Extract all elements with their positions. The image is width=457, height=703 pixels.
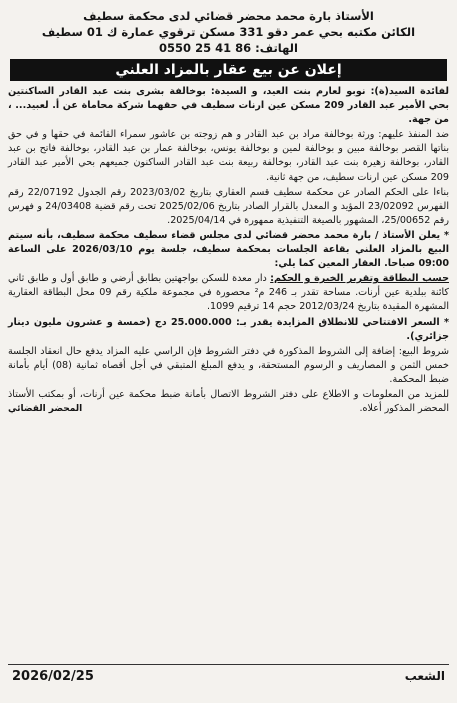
paragraph-beneficiaries: لفائدة السيد(ة): نوبو لعارم بنت العيد، و السيدة: بوخالفة بشرى بنت عبد القادر الساكنتين بحي الأمير عبد القادر 209 مسكن عين ارنات سطيف في حقهما شركة محاماة عن أ. لعبيد... ، من جهة. (8, 86, 449, 126)
property-description: دار معدة للسكن بواجهتين بطابق أرضي و طابق أول و طابق ثاني كائنة ببلدية عين أرنات. مساحة تقدر بـ 246 م² محصورة في مجموعة ملكية رقم 09 محل البطاقة العقارية المشهرة المقيدة بتاريخ 2012/03/24 حجم 14 ترقيم 1099. (8, 273, 449, 313)
newspaper-name: الشعب (404, 669, 445, 683)
signature: المحضر القضائي (8, 404, 83, 415)
property-heading: حسب البطاقة وتقرير الخبرة و الحكم: (270, 273, 449, 285)
more-info-text: للمزيد من المعلومات و الاطلاع على دفتر الشروط الاتصال بأمانة ضبط محكمة عين أرنات، أو بمكتب الأستاذ المحضر المذكور أعلاه. (8, 388, 449, 415)
paragraph-debtors: ضد المنفذ عليهم: ورثة بوخالفة مراد بن عبد القادر و هم زوجته بن عاشور سمراء القائمة في حقها و في حق بناتها القصر بوخالفة مبين و بوخالفة لمين و بوخالفة يونس، بوخالفة عمار بن عبد القادر، بوخالفة فاتح بن عبد القادر، بوخالفة زهيرة بنت عبد القادر، بوخالفة ربيعة بنت عبد القادر الساكنون جميعهم بحي الأمير عبد القادر 209 مسكن عين ارنات سطيف، من جهة ثانية. (8, 129, 449, 183)
paragraph-property (8, 272, 449, 314)
bailiff-name-line: الأستاذ بارة محمد محضر قضائي لدى محكمة سطيف (83, 9, 374, 23)
publication-date: 2026/02/25 (12, 668, 94, 684)
announcement-page (8, 8, 449, 687)
paragraph-opening-price: * السعر الافتتاحي للانطلاق المزايدة يقدر بـ: 25.000.000 دج (خمسة و عشرون مليون دينار جزائري). (8, 316, 449, 342)
paragraph-judgment: بناءا على الحكم الصادر عن محكمة سطيف قسم العقاري بتاريخ 2023/03/02 رقم الجدول 22/07192 رقم الفهرس 23/02092 المؤيد و المعدل بالقرار الصادر بتاريخ 2025/02/06 تحت رقم قضية 24/03408 و فهرس رقم 25/00652، المشهور بالصيغة التنفيذية ممهورة في 2025/04/14. (8, 186, 450, 226)
paragraph-sale-notice: * يعلن الأستاذ / بارة محمد محضر قضائي لدى مجلس قضاء سطيف محكمة سطيف، بأنه سيتم البيع بالمزاد العلني بقاعة الجلسات بمحكمة سطيف، جلسة يوم 2026/03/10 على الساعة 09:00 صباحا. العقار المعين كما يلي: (8, 229, 449, 270)
bailiff-header (8, 8, 449, 56)
announcement-body (8, 85, 449, 416)
bailiff-phone-line: الهاتف: 86 41 25 0550 (159, 41, 298, 55)
newspaper-footer (8, 664, 449, 687)
paragraph-conditions: شروط البيع: إضافة إلى الشروط المذكورة في دفتر الشروط فإن الراسي عليه المزاد يدفع حال انعقاد الجلسة خمس الثمن و المصاريف و الرسوم المستحقة، و يدفع المبلغ المتبقي في أجل أقصاه ثمانية (08) أيام بأمانة ضبط المحكمة. (8, 345, 449, 385)
bailiff-address-line: الكائن مكتبه بحي عمر دقو 331 مسكن ترقوي عمارة ك 01 سطيف (41, 25, 416, 39)
paragraph-more-info (8, 388, 449, 416)
announcement-title: إعلان عن بيع عقار بالمزاد العلني (10, 59, 447, 81)
